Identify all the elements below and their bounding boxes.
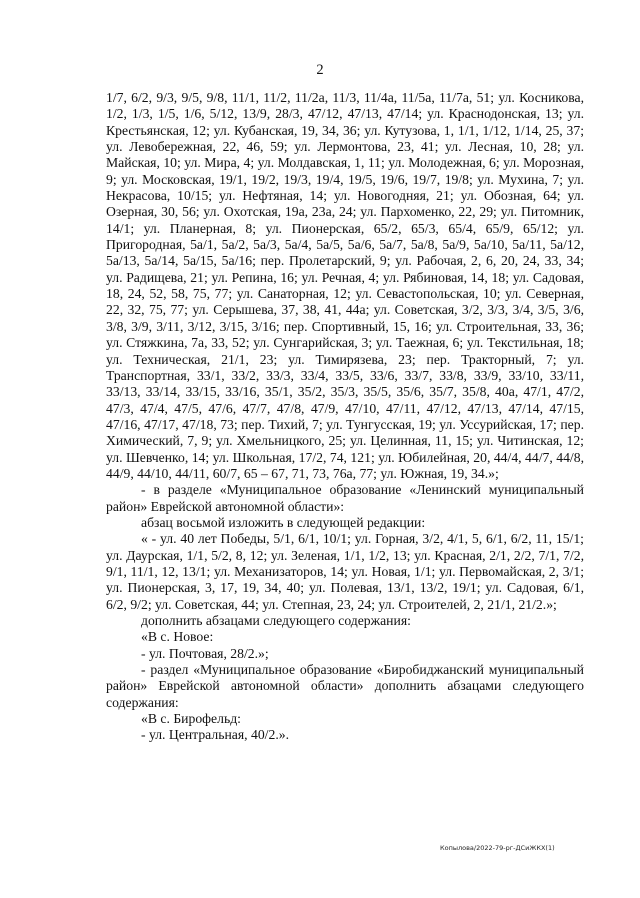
street-centralnaya-paragraph: - ул. Центральная, 40/2.». [141, 727, 290, 743]
document-body [106, 90, 584, 744]
page-number: 2 [316, 62, 324, 78]
new-edition-paragraph: « - ул. 40 лет Победы, 5/1, 6/1, 10/1; ул. Горная, 3/2, 4/1, 5, 6/1, 6/2, 11, 15/1; ул. Даурская, 1/1, 5/2, 8, 12; ул. Зеленая, 1/1, 1/2, 13; ул. Красная, 2/1, 2/2, 7/1, 7/2, 9/1, 11/1, 12, 13/1; ул. Механизаторов, 14; ул. Новая, 1/1; ул. Первомайская, 2, 3/1; ул. Пионерская, 3, 17, 19, 34, 40; ул. Полевая, 13/1, 13/2, 19/1; ул. Садовая, 6/1, 6/2, 9/2; ул. Советская, 44; ул. Степная, 23, 24; ул. Строителей, 2, 21/1, 21/2.»; [106, 531, 584, 612]
section-birobidzhan-paragraph: - раздел «Муниципальное образование «Биробиджанский муниципальный район» Еврейской автономной области» дополнить абзацами следующего содержания: [106, 662, 584, 710]
village-heading-birofeld: «В с. Бирофельд: [141, 711, 241, 727]
addition-instruction-paragraph: дополнить абзацами следующего содержания: [141, 613, 411, 628]
village-heading-novoe: «В с. Новое: [141, 629, 214, 645]
instruction-paragraph: абзац восьмой изложить в следующей редакции: [141, 514, 426, 530]
section-leninsky-paragraph: - в разделе «Муниципальное образование «Ленинский муниципальный район» Еврейской автономной области»: [106, 482, 584, 514]
document-reference-footer: Копылова/2022-79-рг-ДСиЖКХ(1) [440, 844, 555, 852]
street-pochtovaya-paragraph: - ул. Почтовая, 28/2.»; [141, 645, 269, 661]
street-list-paragraph: 1/7, 6/2, 9/3, 9/5, 9/8, 11/1, 11/2, 11/2а, 11/3, 11/4а, 11/5а, 11/7а, 51; ул. Косникова, 1/2, 1/3, 1/5, 1/6, 5/12, 13/9, 28/3, 47/12, 47/13, 47/14; ул. Краснодонская, 13; ул. Крестьянская, 12; ул. Кубанская, 19, 34, 36; ул. Кутузова, 1, 1/1, 1/12, 1/14, 25, 37; ул. Левобережная, 22, 46, 59; ул. Лермонтова, 23, 41; ул. Лесная, 10, 28; ул. Майская, 10; ул. Мира, 4; ул. Молдавская, 1, 11; ул. Молодежная, 6; ул. Морозная, 9; ул. Московская, 19/1, 19/2, 19/3, 19/4, 19/5, 19/6, 19/7, 19/8; ул. Мухина, 7; ул. Некрасова, 10/15; ул. Нефтяная, 14; ул. Новогодняя, 21; ул. Обозная, 64; ул. Озерная, 30, 56; ул. Охотская, 19а, 23а, 24; ул. Пархоменко, 22, 29; ул. Питомник, 14/1; ул. Планерная, 8; ул. Пионерская, 65/2, 65/3, 65/4, 65/9, 65/12; ул. Пригородная, 5а/1, 5а/2, 5а/3, 5а/4, 5а/5, 5а/6, 5а/7, 5а/8, 5а/9, 5а/10, 5а/11, 5а/12, 5а/13, 5а/14, 5а/15, 5а/16; пер. Пролетарский, 9; ул. Рабочая, 2, 6, 20, 24, 33, 34; ул. Радищева, 21; ул. Репина, 16; ул. Речная, 4; ул. Рябиновая, 14, 18; ул. Садовая, 18, 24, 52, 58, 75, 77; ул. Санаторная, 12; ул. Севастопольская, 10; ул. Северная, 22, 32, 75, 77; ул. Серышева, 37, 38, 41, 44а; ул. Советская, 3/2, 3/3, 3/4, 3/5, 3/6, 3/8, 3/9, 3/11, 3/12, 3/15, 3/16; пер. Спортивный, 15, 16; ул. Строительная, 33, 36; ул. Стяжкина, 7а, 33, 52; ул. Сунгарийская, 3; ул. Таежная, 6; ул. Текстильная, 18; ул. Техническая, 21/1, 23; ул. Тимирязева, 23; пер. Тракторный, 7; ул. Транспортная, 33/1, 33/2, 33/3, 33/4, 33/5, 33/6, 33/7, 33/8, 33/9, 33/10, 33/11, 33/13, 33/14, 33/15, 33/16, 35/1, 35/2, 35/3, 35/5, 35/6, 35/7, 35/8, 40а, 47/1, 47/2, 47/3, 47/4, 47/5, 47/6, 47/7, 47/8, 47/9, 47/10, 47/11, 47/12, 47/13, 47/14, 47/15, 47/16, 47/17, 47/18, 73; пер. Тихий, 7; ул. Тунгусская, 19; ул. Уссурийская, 17; пер. Химический, 7, 9; ул. Хмельницкого, 25; ул. Целинная, 11, 15; ул. Читинская, 12; ул. Шевченко, 14; ул. Школьная, 17/2, 74, 121; ул. Юбилейная, 20, 44/4, 44/7, 44/8, 44/9, 44/10, 44/11, 60/7, 65 – 67, 71, 73, 76а, 77; ул. Южная, 19, 34.»; [106, 90, 584, 481]
